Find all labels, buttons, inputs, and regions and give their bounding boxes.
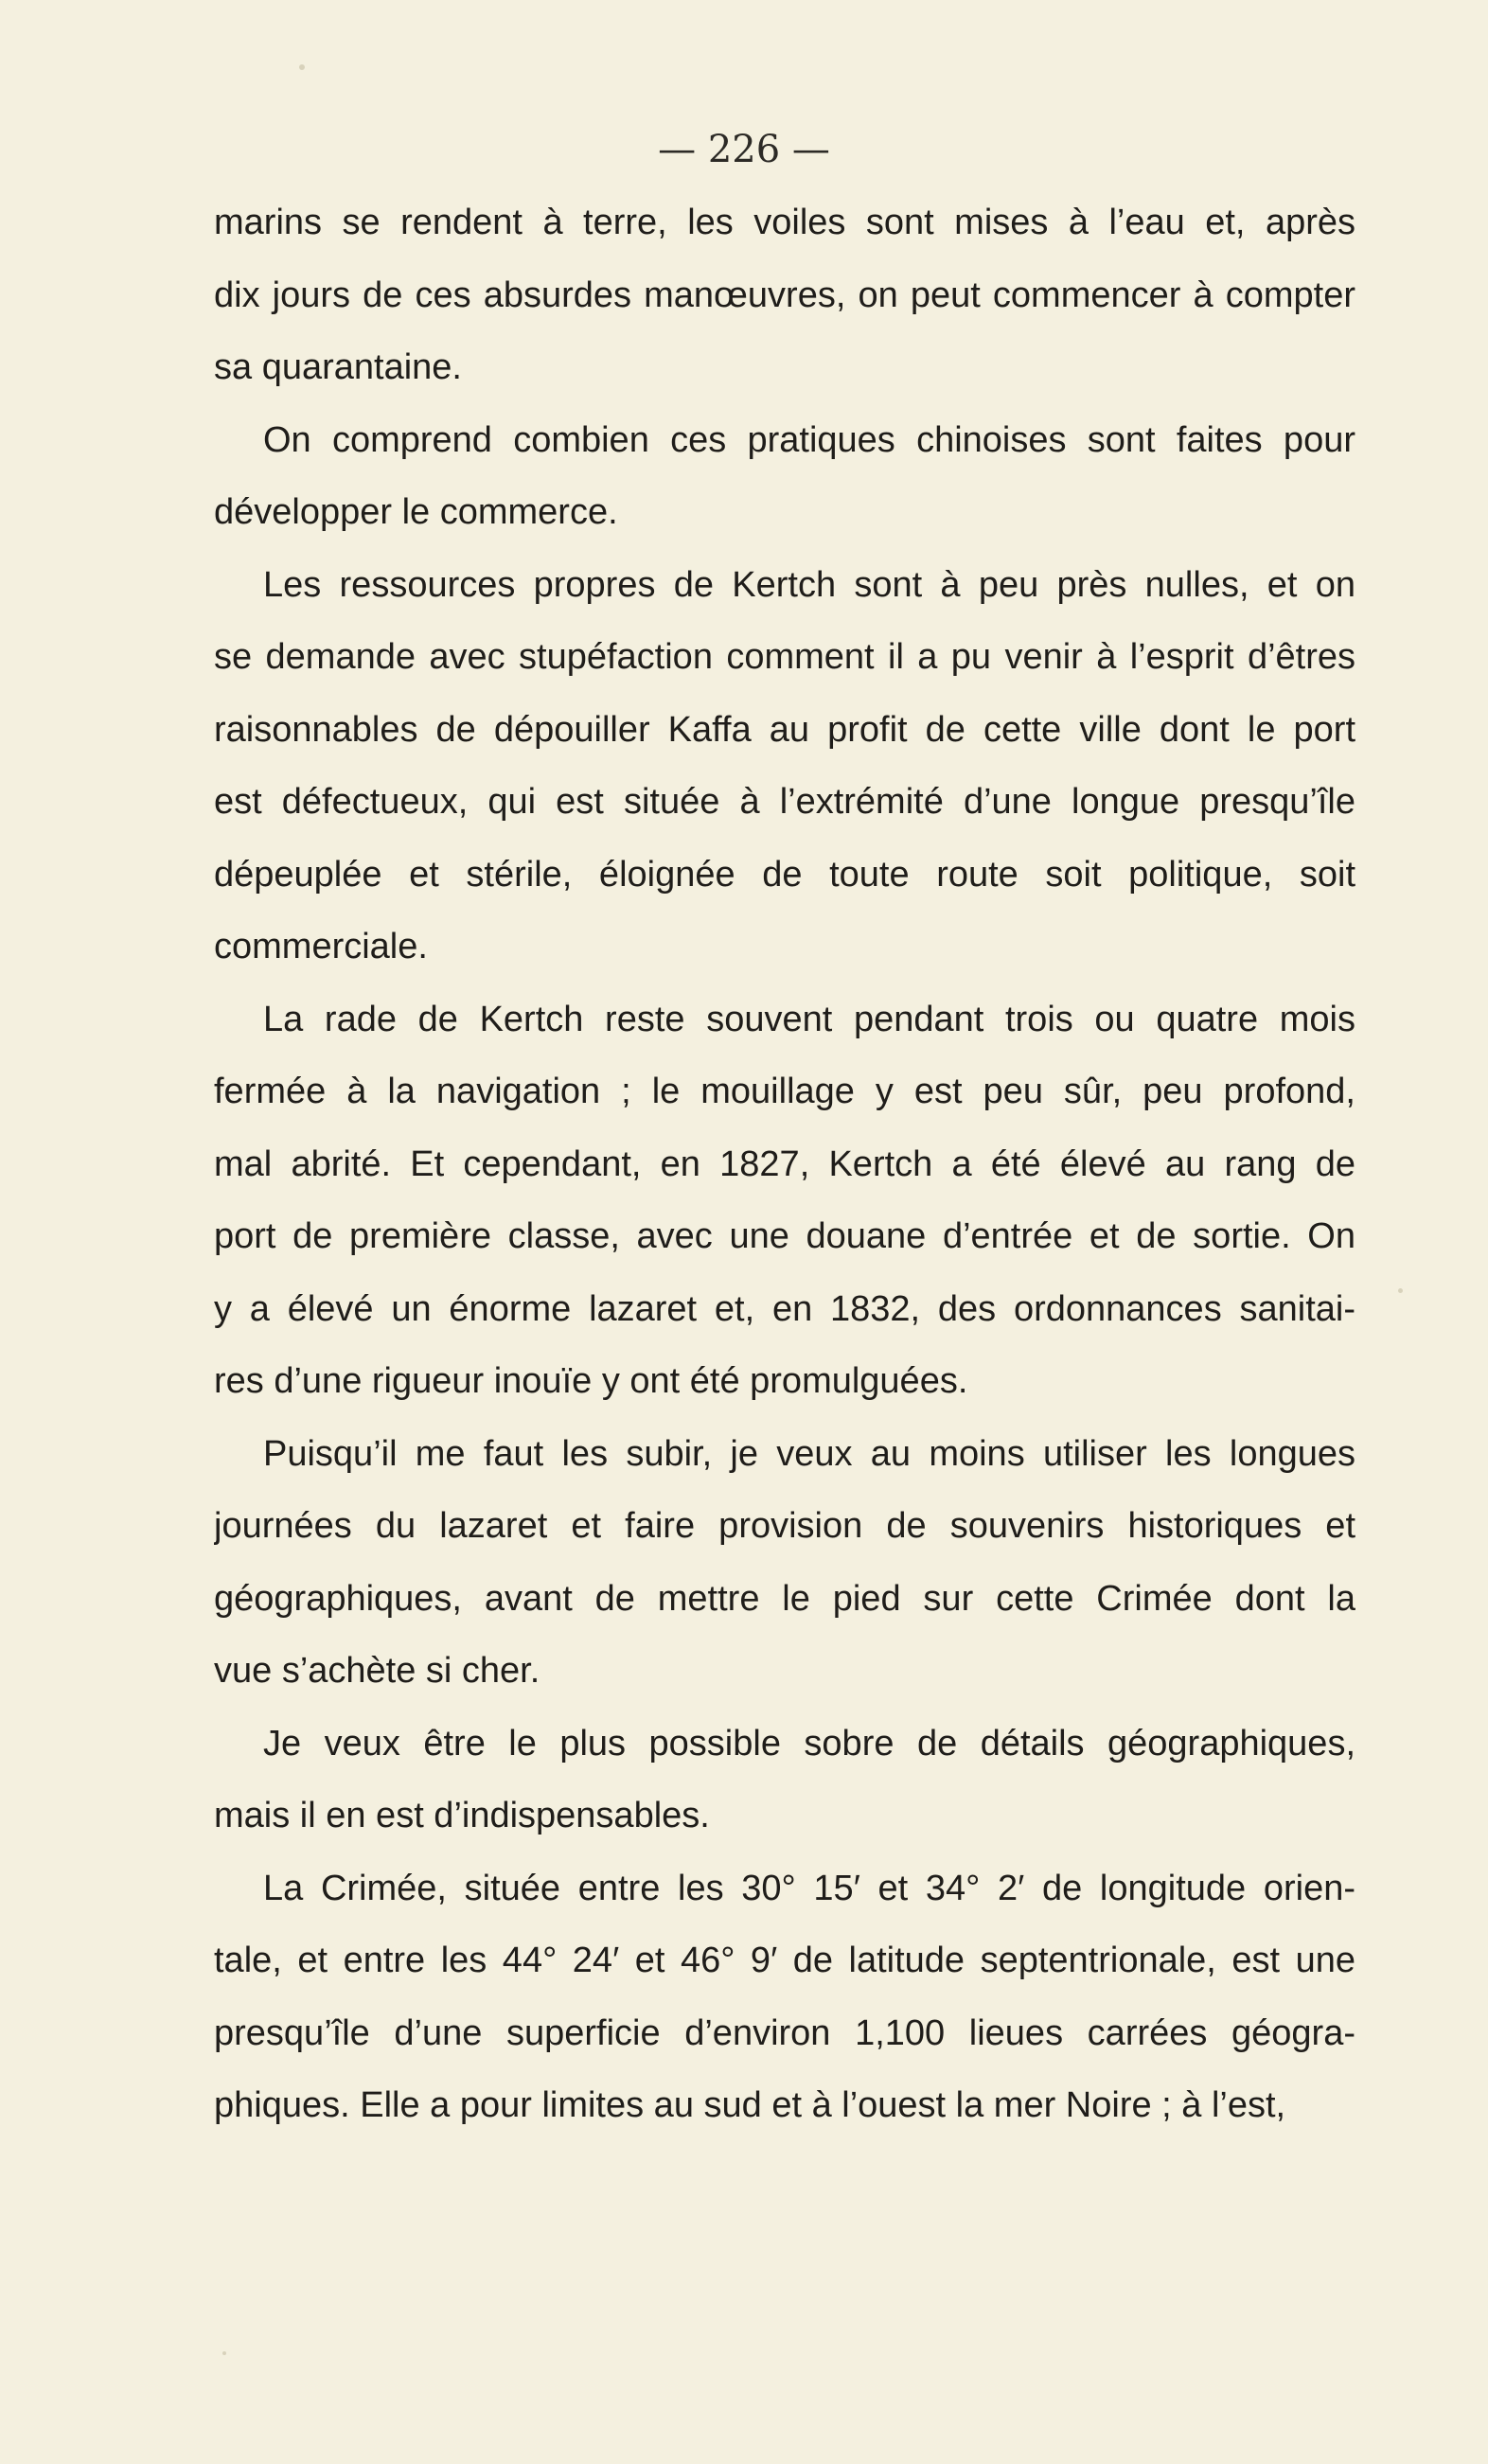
text-line: raisonnables de dépouiller Kaffa au profit de cette ville dont le port <box>214 709 1355 750</box>
text-line: dix jours de ces absurdes manœuvres, on peut commencer à compter <box>214 275 1355 315</box>
text-line: y a élevé un énorme lazaret et, en 1832, des ordonnances sanitai- <box>214 1288 1355 1329</box>
text-line: Je veux être le plus possible sobre de détails géographiques, <box>263 1723 1355 1764</box>
text-line: dépeuplée et stérile, éloignée de toute route soit politique, soit <box>214 854 1355 895</box>
text-line: phiques. Elle a pour limites au sud et à l’ouest la mer Noire ; à l’est, <box>214 2085 1286 2125</box>
paper-speck <box>299 64 305 70</box>
paper-speck <box>222 2351 226 2355</box>
text-line: On comprend combien ces pratiques chinoises sont faites pour <box>263 419 1355 460</box>
text-line: se demande avec stupéfaction comment il a pu venir à l’esprit d’êtres <box>214 637 1355 677</box>
text-line: mais il en est d’indispensables. <box>214 1796 710 1835</box>
text-line: est défectueux, qui est située à l’extrémité d’une longue presqu’île <box>214 782 1355 822</box>
page-number: — 226 — <box>658 128 830 171</box>
text-line: marins se rendent à terre, les voiles sont mises à l’eau et, après <box>214 203 1355 242</box>
text-line: développer le commerce. <box>214 492 618 532</box>
text-line: commerciale. <box>214 927 428 966</box>
paper-speck <box>1398 1288 1403 1293</box>
text-line: La Crimée, située entre les 30° 15′ et 34° 2′ de longitude orien- <box>263 1868 1355 1908</box>
text-line: Les ressources propres de Kertch sont à peu près nulles, et on <box>263 564 1355 605</box>
text-line: La rade de Kertch reste souvent pendant trois ou quatre mois <box>263 999 1355 1039</box>
text-line: mal abrité. Et cependant, en 1827, Kertch a été élevé au rang de <box>214 1143 1355 1184</box>
text-line: port de première classe, avec une douane d’entrée et de sortie. On <box>214 1216 1355 1256</box>
text-line: géographiques, avant de mettre le pied sur cette Crimée dont la <box>214 1578 1355 1619</box>
text-line: fermée à la navigation ; le mouillage y est peu sûr, peu profond, <box>214 1072 1355 1111</box>
text-line: res d’une rigueur inouïe y ont été promulguées. <box>214 1361 968 1401</box>
body-text <box>214 186 1355 2142</box>
text-line: Puisqu’il me faut les subir, je veux au moins utiliser les longues <box>263 1433 1355 1474</box>
text-line: journées du lazaret et faire provision de souvenirs historiques et <box>214 1506 1355 1546</box>
text-line: presqu’île d’une superficie d’environ 1,100 lieues carrées géogra- <box>214 2012 1355 2053</box>
text-line: sa quarantaine. <box>214 347 462 387</box>
text-line: tale, et entre les 44° 24′ et 46° 9′ de latitude septentrionale, est une <box>214 1941 1355 1980</box>
text-line: vue s’achète si cher. <box>214 1651 540 1691</box>
